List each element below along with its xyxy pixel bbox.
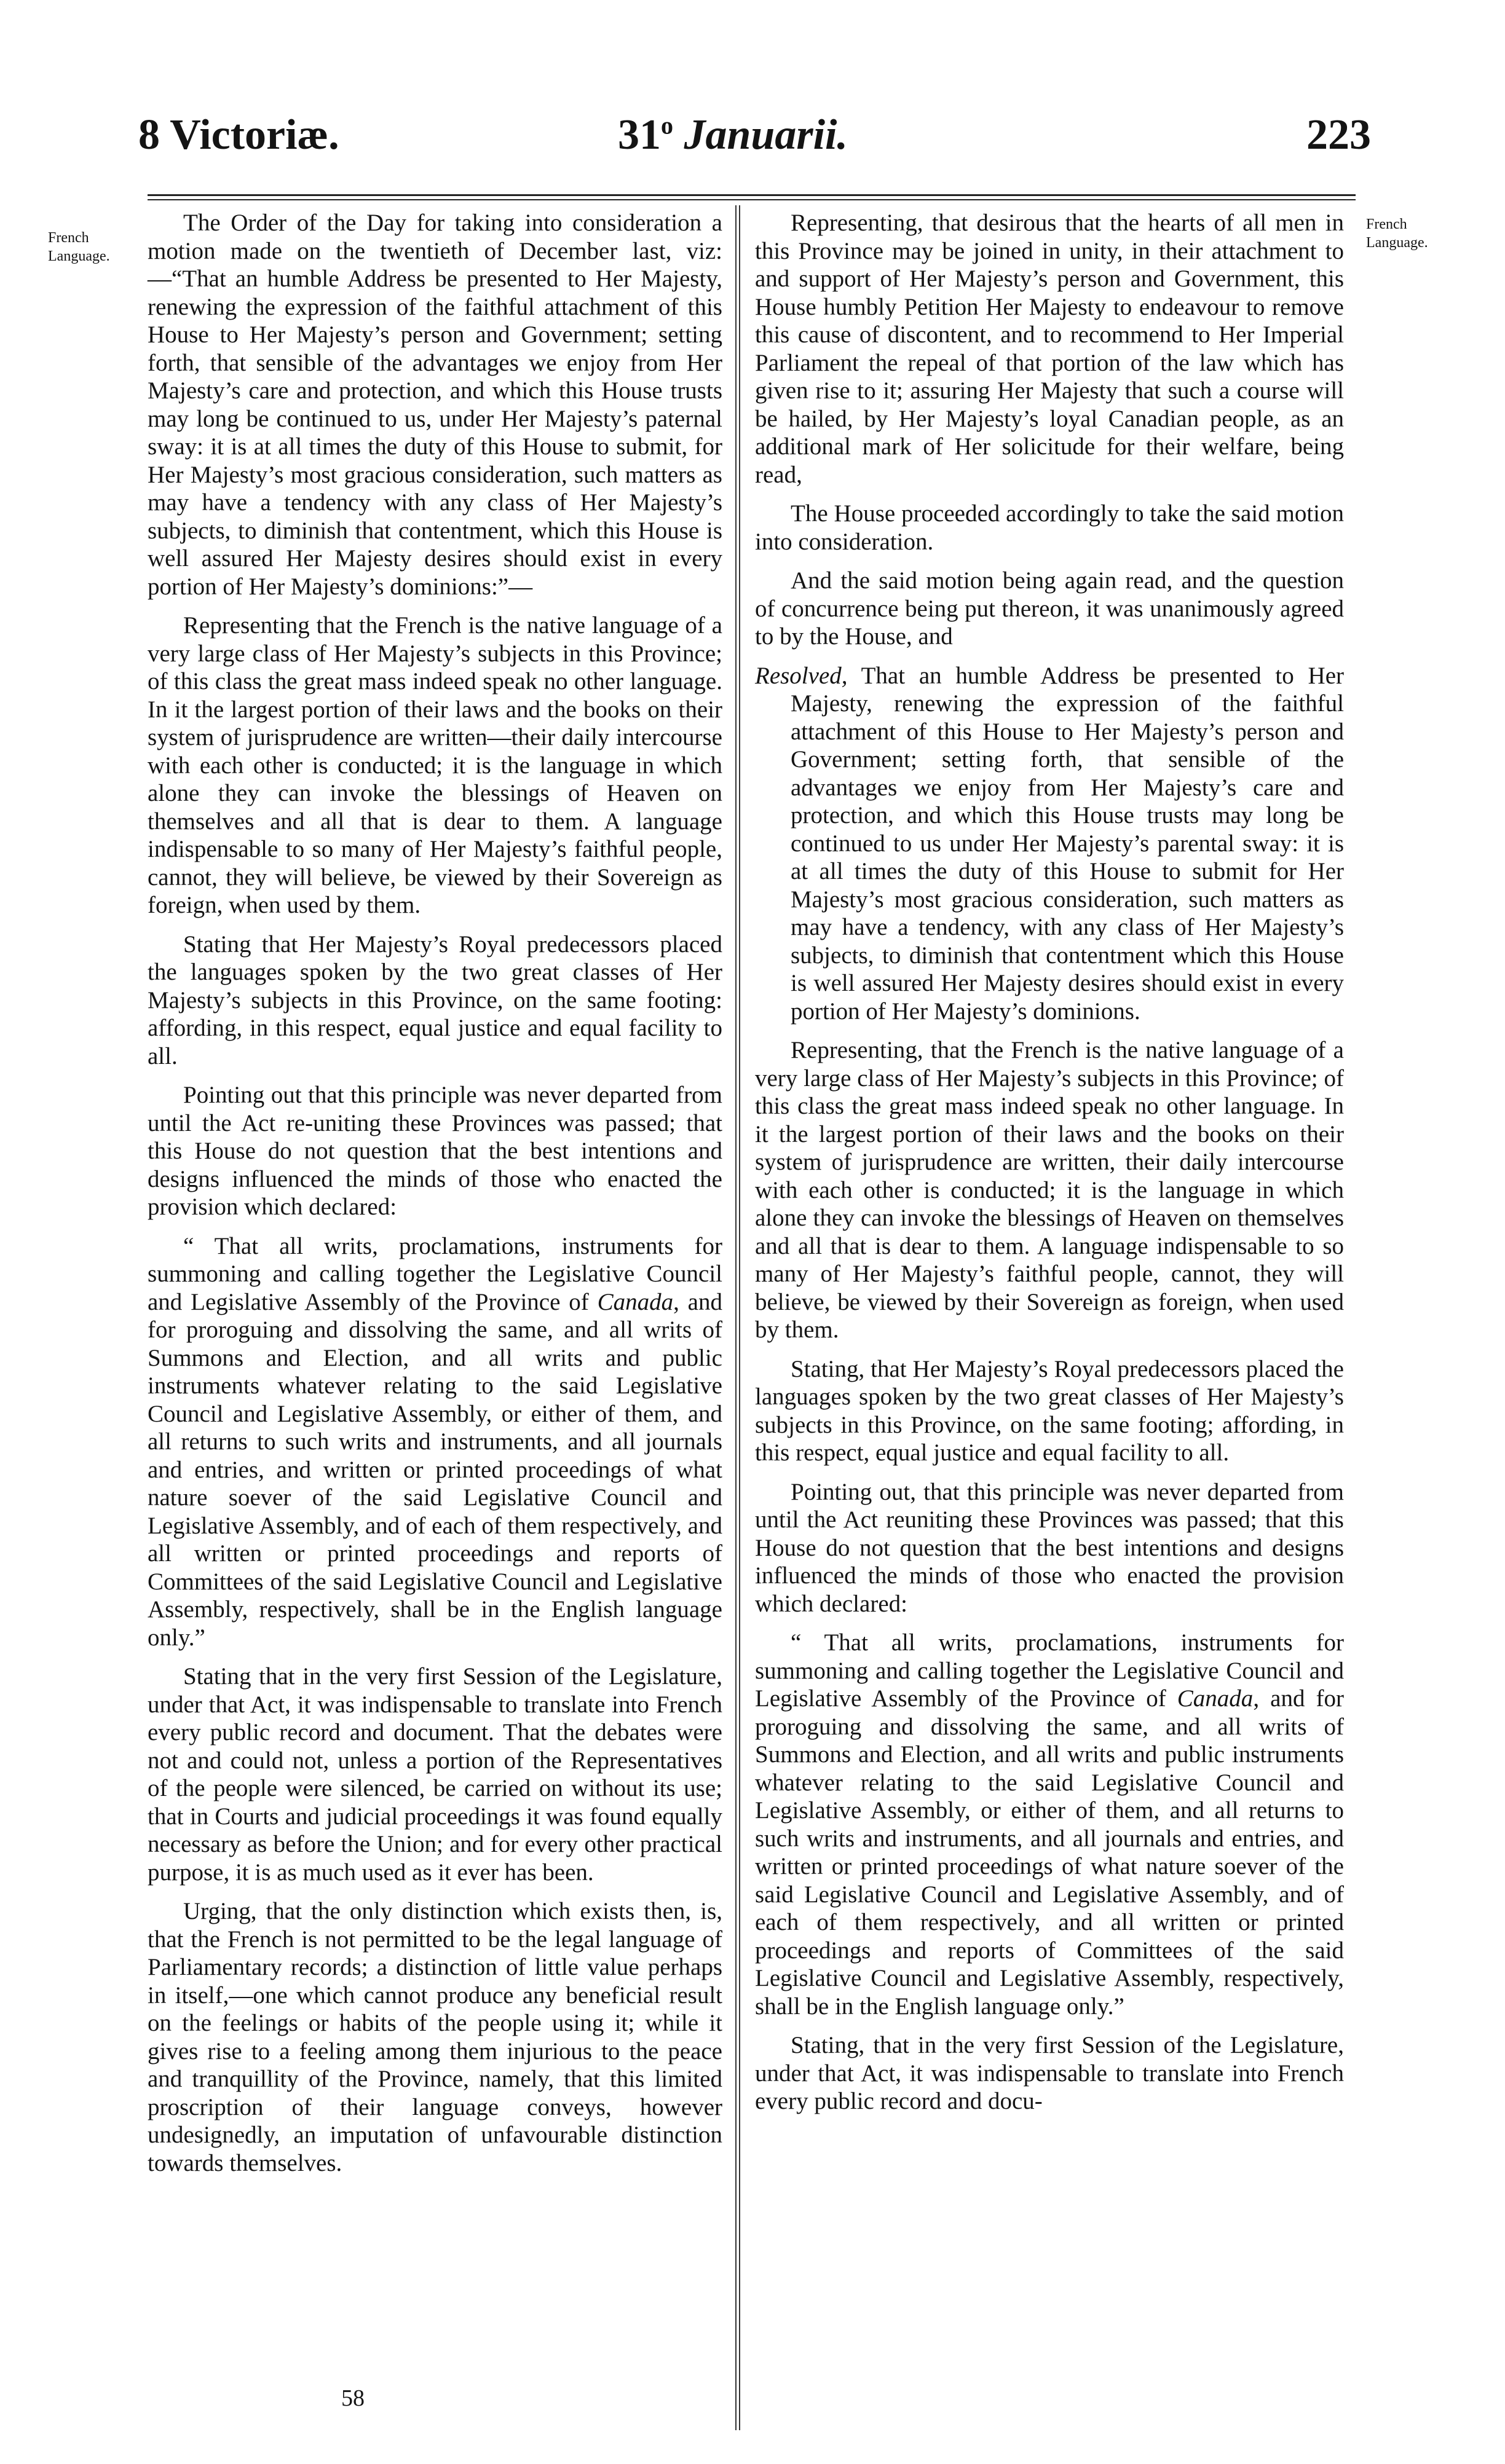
pointing-out-paragraph: Pointing out that this principle was never departed from until the Act re-uniting these Provinces was passed; that this House do not question that the best intentions and designs influenced the minds of those who enacted the provision which declared:	[148, 1082, 722, 1220]
act-quotation-paragraph	[148, 1232, 722, 1652]
margin-note-left: French Language.	[48, 230, 110, 264]
resolution-text: That an humble Address be presented to Her Majesty, renewing the expression of the faithful attachment of this House to Her Majesty’s person and Government; setting forth, that sensible of the advantages we enjoy from Her Majesty’s care and protection, and which this House trusts may long be continued to us under Her Majesty’s parental sway: it is at all times the duty of this House to submit for Her Majesty’s most gracious consideration, such matters as may have a tendency, with any class of Her Majesty’s subjects, to diminish that contentment which this House is well assured Her Majesty desires should exist in every portion of Her Majesty’s dominions.	[791, 662, 1344, 1025]
royal-predecessors-paragraph-2: Stating, that Her Majesty’s Royal predecessors placed the languages spoken by the two great classes of Her Majesty’s subjects in this Province, on the same footing; affording, in this respect, equal justice and equal facility to all.	[755, 1355, 1344, 1466]
quote-text: “ That all writs, proclamations, instruments for summoning and calling together the Legislative Council and Legislative Assembly of the Province of	[755, 1629, 1344, 1712]
first-session-paragraph-2: Stating, that in the very first Session of the Legislature, under that Act, it was indispensable to translate into French every public record and docu-	[755, 2032, 1344, 2114]
representing-unity-paragraph: Representing, that desirous that the hearts of all men in this Province may be joined in unity, in their attachment to and support of Her Majesty’s person and Government, this House humbly Petition Her Majesty to endeavour to remove this cause of discontent, and to recommend to Her Imperial Parliament the repeal of that portion of the law which has given rise to it; assuring Her Majesty that such a course will be hailed, by Her Majesty’s loyal Canadian people, as an additional mark of Her solicitude for their welfare, being read,	[755, 210, 1344, 488]
quote-text: “ That all writs, proclamations, instruments for summoning and calling together the Legislative Council and Legislative Assembly of the Province of	[148, 1232, 722, 1315]
french-native-paragraph: Representing that the French is the native language of a very large class of Her Majesty’s subjects in this Province; of this class the great mass indeed speak no other language. In it the largest portion of their laws and the books on their system of jurisprudence are written—their daily intercourse with each other is conducted; it is the language in which alone they can invoke the blessings of Heaven on themselves and all that is dear to them. A language indispensable to so many of Her Majesty’s faithful people, cannot, they will believe, be viewed by their Sovereign as foreign, when used by them.	[148, 612, 722, 918]
pointing-out-paragraph-2: Pointing out, that this principle was never departed from until the Act reuniting these Provinces was passed; that this House do not question that the best intentions and designs influenced the minds of those who enacted the provision which declared:	[755, 1478, 1344, 1617]
act-quotation-paragraph-2	[755, 1629, 1344, 2020]
header-rule-thin	[148, 199, 1356, 200]
session-date	[618, 111, 848, 160]
running-header	[138, 111, 1371, 166]
question-concurrence-paragraph: And the said motion being again read, and the question of concurrence being put thereon, it was unanimously agreed to by the House, and	[755, 567, 1344, 650]
right-column	[755, 209, 1344, 2127]
province-name: Canada	[597, 1288, 674, 1315]
first-session-paragraph: Stating that in the very first Session of the Legislature, under that Act, it was indispensable to translate into French every public record and document. That the debates were not and could not, unless a portion of the Representatives of the people were silenced, be carried on without its use; that in Courts and judicial proceedings it was found equally necessary as before the Union; and for every other practical purpose, it is as much used as it ever has been.	[148, 1663, 722, 1886]
royal-predecessors-paragraph: Stating that Her Majesty’s Royal predecessors placed the languages spoken by the two great classes of Her Majesty’s subjects in this Province, on the same footing: affording, in this respect, equal justice and equal facility to all.	[148, 931, 722, 1069]
page-number: 223	[1306, 111, 1371, 159]
quote-text-cont: , and for proroguing and dissolving the same, and all writs of Summons and Election, and all writs and public instruments whatever relating to the said Legislative Council and Legislative Assembly, or either of them, and all returns to such writs and instruments, and all journals and entries, and written or printed proceedings of what nature soever of the said Legislative Council and Legislative Assembly, and of each of them respectively, and all written or printed proceedings and reports of Committees of the said Legislative Council and Legislative Assembly, respectively, shall be in the English language only.”	[755, 1685, 1344, 2020]
signature-mark: 58	[341, 2385, 365, 2411]
french-native-paragraph-2: Representing, that the French is the native language of a very large class of Her Majesty’s subjects in this Province; of this class the great mass indeed speak no other language. In it the largest portion of their laws and the books on their system of jurisprudence are written, their daily intercourse with each other is conducted; it is the language in which alone they can invoke the blessings of Heaven on themselves and all that is dear to them. A language indispensable to so many of Her Majesty’s faithful people, cannot, they will believe, be viewed by their Sovereign as foreign, when used by them.	[755, 1037, 1344, 1343]
date-day: 31	[618, 111, 661, 159]
province-name: Canada	[1177, 1685, 1254, 1712]
header-rule	[148, 194, 1356, 196]
quote-text-cont: , and for proroguing and dissolving the same, and all writs of Summons and Election, and all writs and public instruments whatever relating to the said Legislative Council and Legislative Assembly, or either of them, and all returns to such writs and instruments, and all journals and entries, and written or printed proceedings of what nature soever of the said Legislative Council and Legislative Assembly, and of each of them respectively, and all written or printed proceedings and reports of Committees of the said Legislative Council and Legislative Assembly, respectively, shall be in the English language only.”	[148, 1288, 722, 1651]
date-month: Januarii.	[684, 111, 848, 159]
resolution-paragraph	[755, 662, 1344, 1026]
urging-paragraph: Urging, that the only distinction which exists then, is, that the French is not permitted to be the legal language of Parliamentary records; a distinction of little value perhaps in itself,—one which cannot produce any beneficial result on the feelings or habits of the people using it; while it gives rise to a feeling among them injurious to the peace and tranquillity of the Province, namely, that this limited proscription of their language conveys, however undesignedly, an imputation of unfavourable distinction towards themselves.	[148, 1898, 722, 2176]
date-degree: o	[661, 111, 673, 140]
left-column	[148, 209, 722, 2188]
resolved-label: Resolved,	[755, 662, 848, 689]
house-proceeded-paragraph: The House proceeded accordingly to take the said motion into consideration.	[755, 500, 1344, 555]
margin-note-right: French Language.	[1366, 216, 1428, 251]
order-of-day-paragraph: The Order of the Day for taking into consideration a motion made on the twentieth of December last, viz:—“That an humble Address be presented to Her Majesty, renewing the expression of the faithful attachment of this House to Her Majesty’s person and Government; setting forth, that sensible of the advantages we enjoy from Her Majesty’s care and protection, and which this House trusts may long be continued to us, under Her Majesty’s paternal sway: it is at all times the duty of this House to submit, for Her Majesty’s most gracious consideration, such matters as may have a tendency with any class of Her Majesty’s subjects, to diminish that contentment, which this House is well assured Her Majesty desires should exist in every portion of Her Majesty’s dominions:”—	[148, 210, 722, 600]
column-divider	[735, 205, 740, 2430]
regnal-year: 8 Victoriæ.	[138, 111, 339, 159]
